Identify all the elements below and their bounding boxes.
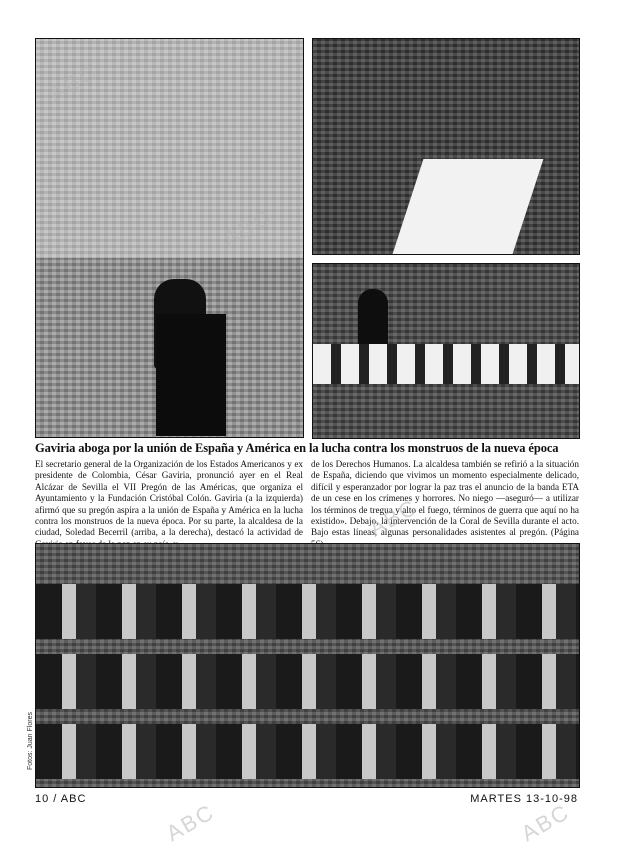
- page-number: 10 / ABC: [35, 793, 87, 805]
- article-headline: Gaviria aboga por la unión de España y América en la lucha contra los monstruos de la nueva época: [35, 441, 559, 455]
- audience-row: [36, 724, 579, 779]
- photo-audience: [35, 543, 580, 788]
- audience-row: [36, 584, 579, 639]
- mayor-figure: [393, 159, 544, 254]
- watermark-logo: ABC: [161, 798, 219, 847]
- caption-column-left: El secretario general de la Organización de los Estados Americanos y ex presidente de Colombia, César Gaviria, pronunció ayer en el Real Alcázar de Sevilla el VII Pregón de las Américas, que organiza el Ayuntamiento y la Fundación Cristóbal Colón. Gaviria (a la izquierda) afirmó que su pregón aspira a la unión de España y América en la lucha contra los monstruos de la nueva época. Por su parte, la alcaldesa de la ciudad, Soledad Becerril (arriba, a la derecha), destacó la actividad de: [35, 459, 303, 538]
- watermark-logo: ABC: [516, 798, 574, 847]
- issue-date: MARTES 13-10-98: [470, 793, 578, 805]
- photo-credit: Fotos: Juan Flores: [27, 712, 34, 770]
- photo-speaker-lectern: [35, 38, 304, 438]
- watermark-logo: ABC: [44, 58, 102, 107]
- photo-choir: [312, 263, 580, 439]
- caption-column-right: de los Derechos Humanos. La alcaldesa también se refirió a la situación de España, diciendo que vivimos un momento especialmente delicado, difícil y esperanzador por lograr la paz tras el anuncio de la banda ETA de un cese en los crímenes y horrores. No niego —aseguró— a utilizar los términos de tregua y alto el fuego, términos de guerra que aquí no ha existido». Debajo, la intervención de la Coral de Sevilla durante el acto. Bajo estas líneas, algunas personalidades asistentes al pregón. (Página: [311, 459, 579, 538]
- watermark-logo: ABC: [218, 203, 276, 252]
- watermark-logo: ABC: [364, 493, 422, 542]
- audience-row: [36, 654, 579, 709]
- lectern: [156, 314, 226, 436]
- photo-mayor: [312, 38, 580, 255]
- choir-row: [313, 344, 579, 384]
